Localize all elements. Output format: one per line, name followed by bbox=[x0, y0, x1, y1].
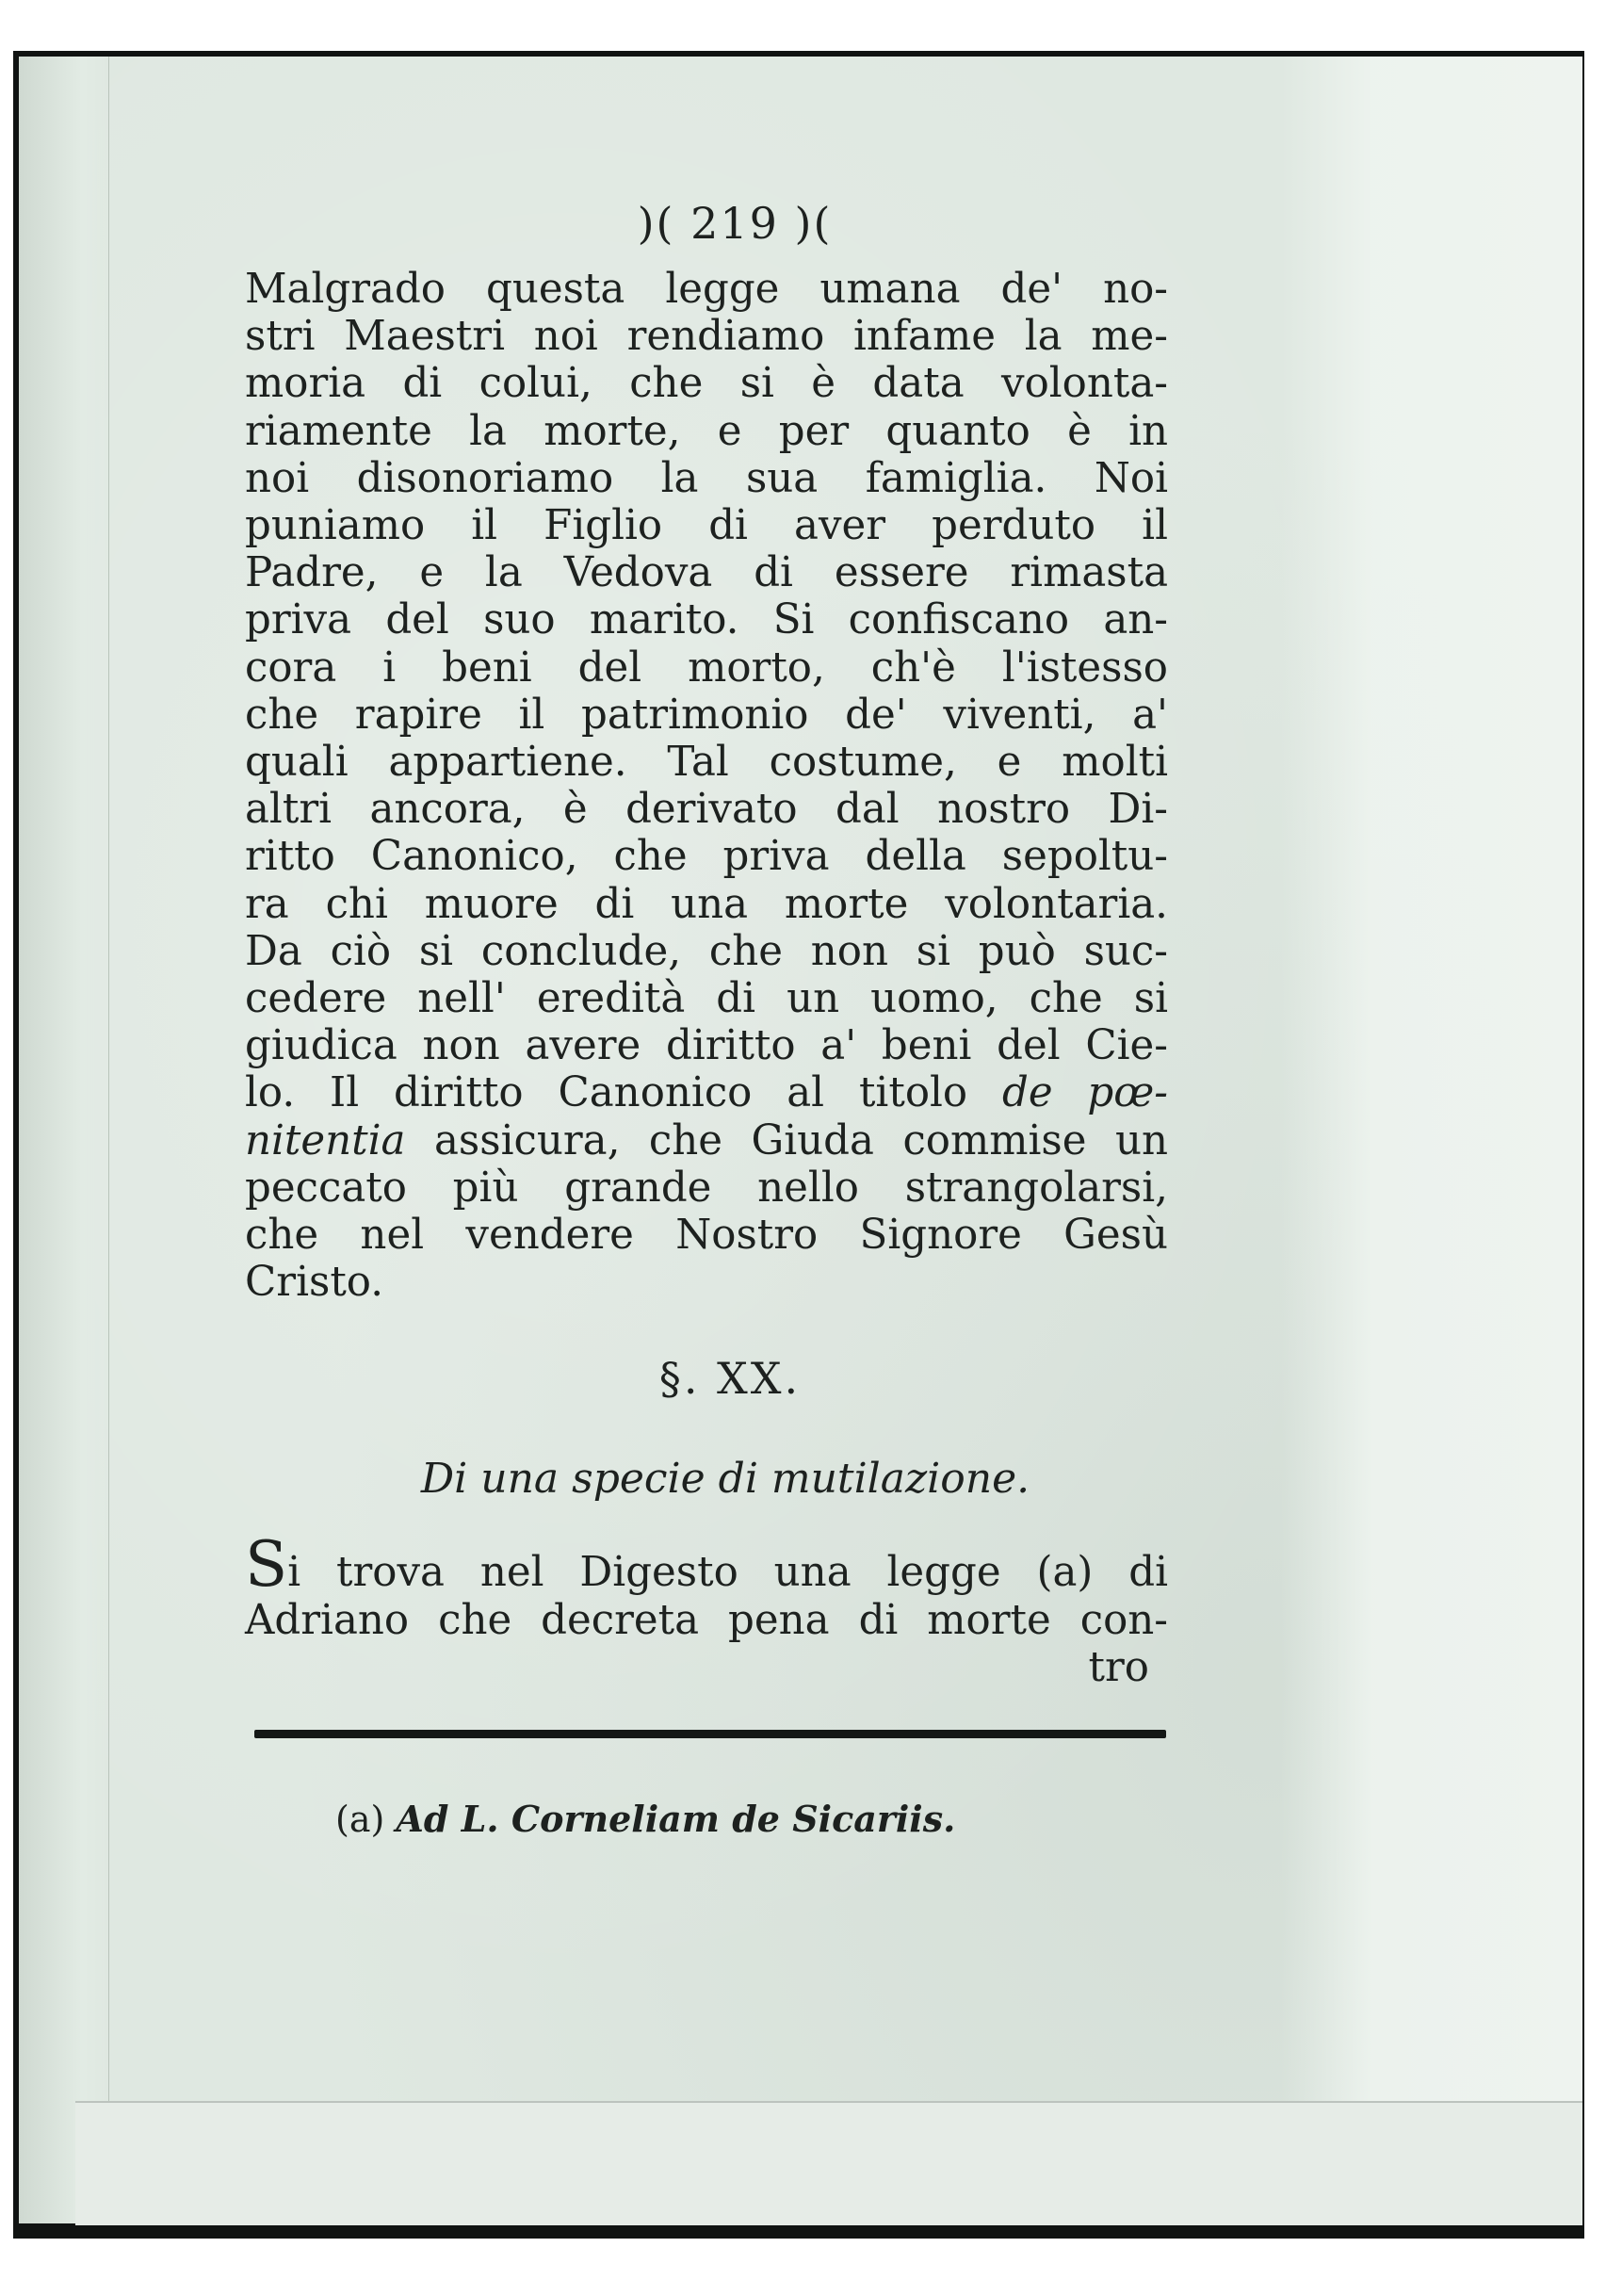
body-paragraph-2 bbox=[245, 1528, 1168, 1691]
page-bottom-edge bbox=[75, 2101, 1582, 2225]
text-line: Padre, e la Vedova di essere rimasta bbox=[245, 549, 1168, 597]
page-gutter bbox=[19, 57, 109, 2223]
page-right-margin bbox=[1281, 57, 1582, 2223]
text-line: quali appartiene. Tal costume, e molti bbox=[245, 739, 1168, 787]
text-line: Malgrado questa legge umana de' no- bbox=[245, 266, 1168, 313]
text-line: riamente la morte, e per quanto è in bbox=[245, 407, 1168, 455]
text-line: Da ciò si conclude, che non si può suc- bbox=[245, 927, 1168, 975]
text-line bbox=[245, 1528, 1168, 1602]
text-line: che nel vendere Nostro Signore Gesù bbox=[245, 1212, 1168, 1260]
text-line-start: lo. Il diritto Canonico al titolo bbox=[245, 1069, 968, 1117]
page-number: )( 219 )( bbox=[637, 198, 833, 249]
footnote-text: Ad L. Corneliam de Sicariis. bbox=[396, 1798, 956, 1840]
text-line: priva del suo marito. Si confiscano an- bbox=[245, 596, 1168, 644]
text-line: peccato più grande nello strangolarsi, bbox=[245, 1164, 1168, 1212]
body-paragraph-1 bbox=[245, 266, 1168, 1306]
text-line: giudica non avere diritto a' beni del Cie- bbox=[245, 1022, 1168, 1070]
text-line-rest: i trova nel Digesto una legge (a) di bbox=[287, 1549, 1168, 1597]
text-line: cora i beni del morto, ch'è l'istesso bbox=[245, 643, 1168, 692]
text-line bbox=[245, 1117, 1168, 1164]
text-line: che rapire il patrimonio de' viventi, a' bbox=[245, 691, 1168, 739]
text-line: stri Maestri noi rendiamo infame la me- bbox=[245, 313, 1168, 361]
text-line: Cristo. bbox=[245, 1259, 384, 1307]
footnote-rule bbox=[254, 1730, 1166, 1738]
text-line: cedere nell' eredità di un uomo, che si bbox=[245, 975, 1168, 1023]
section-number: §. XX. bbox=[658, 1353, 802, 1405]
text-line-end: assicura, che Giuda commise un bbox=[433, 1116, 1168, 1164]
text-line: altri ancora, è derivato dal nostro Di- bbox=[245, 786, 1168, 834]
footnote-marker: (a) bbox=[335, 1799, 385, 1840]
catchword: tro bbox=[1088, 1643, 1149, 1691]
text-line: ra chi muore di una morte volontaria. bbox=[245, 880, 1168, 928]
italic-phrase: nitentia bbox=[245, 1116, 406, 1164]
text-line: ritto Canonico, che priva della sepoltu- bbox=[245, 833, 1168, 881]
text-line: moria di colui, che si è data volonta- bbox=[245, 360, 1168, 408]
italic-phrase: de pœ- bbox=[1001, 1069, 1168, 1117]
text-line: puniamo il Figlio di aver perduto il bbox=[245, 502, 1168, 550]
section-title: Di una specie di mutilazione. bbox=[420, 1455, 1030, 1504]
text-line: Adriano che decreta pena di morte con- bbox=[245, 1596, 1168, 1644]
text-line: noi disonoriamo la sua famiglia. Noi bbox=[245, 454, 1168, 502]
drop-cap: S bbox=[245, 1528, 288, 1602]
page-text-block bbox=[245, 198, 1168, 1691]
footnote bbox=[335, 1798, 955, 1840]
text-line bbox=[245, 1069, 1168, 1116]
